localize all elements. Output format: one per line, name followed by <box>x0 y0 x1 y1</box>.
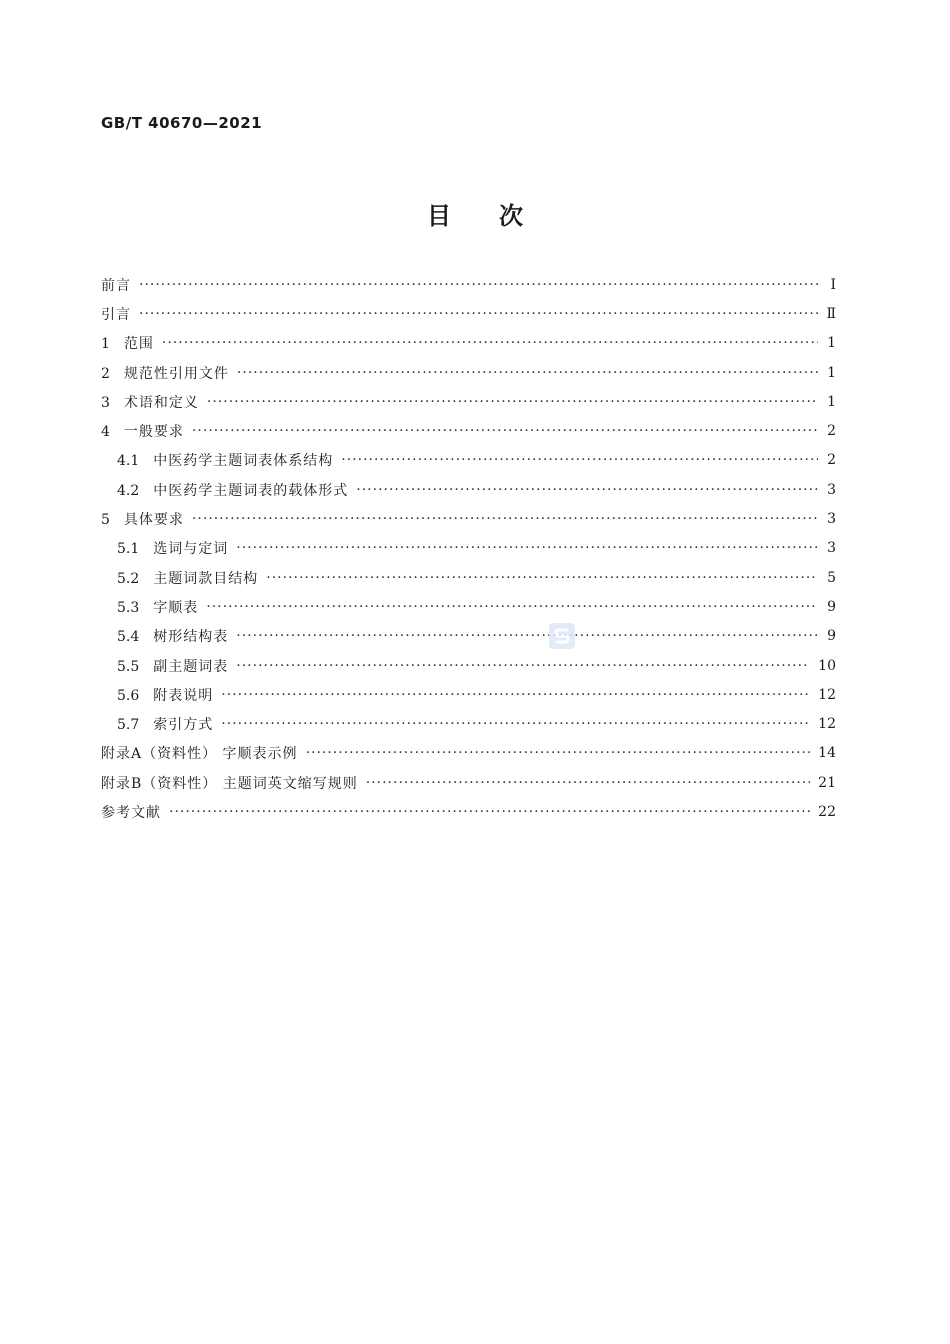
toc-leader-dots <box>236 658 810 674</box>
toc-entry-5-4[interactable] <box>101 622 836 651</box>
toc-entry-5[interactable] <box>101 504 836 533</box>
toc-leader-dots <box>306 745 811 761</box>
toc-entry-number: 5.1 <box>117 541 140 558</box>
toc-entry-title-wrap <box>117 685 221 705</box>
toc-entry-number: 5.3 <box>117 599 140 616</box>
toc-entry-title-wrap <box>101 421 192 441</box>
toc-entry-5-1[interactable] <box>101 534 836 563</box>
toc-entry-number: 5.2 <box>117 570 140 587</box>
toc-entry-title: 引言 <box>101 306 131 323</box>
toc-entry-title: 中医药学主题词表体系结构 <box>153 453 334 470</box>
toc-page-number: 21 <box>818 774 836 791</box>
toc-leader-dots <box>139 306 818 322</box>
toc-leader-dots <box>221 716 810 732</box>
toc-entry-title-wrap <box>117 714 221 734</box>
toc-page-number: Ⅱ <box>826 305 836 322</box>
toc-entry-number: 4.2 <box>117 482 140 499</box>
toc-entry-number: 5.5 <box>117 658 140 675</box>
toc-entry-title-wrap <box>117 450 341 470</box>
toc-entry-title: 选词与定词 <box>153 541 229 558</box>
toc-entry-3[interactable] <box>101 387 836 416</box>
toc-entry-title-wrap <box>117 568 266 588</box>
toc-entry-5-3[interactable] <box>101 592 836 621</box>
toc-leader-dots <box>236 540 818 556</box>
toc-entry-title-wrap <box>101 363 237 383</box>
toc-page-number: 10 <box>818 657 836 674</box>
toc-page-number: 9 <box>827 598 836 615</box>
toc-entry-4-1[interactable] <box>101 446 836 475</box>
toc-page-number: 3 <box>827 511 836 528</box>
toc-entry-annex-a[interactable] <box>101 739 836 768</box>
toc-entry-title-wrap <box>117 538 236 558</box>
toc-leader-dots <box>192 423 818 439</box>
toc-entry-annex-b[interactable] <box>101 768 836 797</box>
toc-leader-dots <box>236 628 818 644</box>
toc-page-number: 12 <box>818 686 836 703</box>
toc-entry-title: 索引方式 <box>153 717 214 734</box>
toc-entry-number: 4 <box>101 424 110 441</box>
toc-entry-foreword[interactable] <box>101 270 836 299</box>
toc-entry-4-2[interactable] <box>101 475 836 504</box>
toc-entry-number: 4.1 <box>117 453 140 470</box>
toc-entry-title: 字顺表 <box>153 599 199 616</box>
toc-page-number: 22 <box>818 803 836 820</box>
toc-page-number: 1 <box>827 335 836 352</box>
toc-entry-title: 主题词款目结构 <box>153 570 259 587</box>
toc-page-number: 1 <box>827 393 836 410</box>
toc-entry-title-wrap <box>101 509 192 529</box>
toc-entry-introduction[interactable] <box>101 299 836 328</box>
toc-entry-2[interactable] <box>101 358 836 387</box>
toc-leader-dots <box>192 511 818 527</box>
toc-leader-dots <box>237 365 818 381</box>
toc-entry-title: 副主题词表 <box>153 658 229 675</box>
toc-entry-title-wrap <box>117 656 236 676</box>
toc-leader-dots <box>341 452 818 468</box>
toc-leader-dots <box>207 394 818 410</box>
toc-entry-1[interactable] <box>101 329 836 358</box>
toc-title: 目次 <box>427 202 571 230</box>
toc-leader-dots <box>162 335 818 351</box>
toc-page-number: 2 <box>827 452 836 469</box>
toc-page-number: 12 <box>818 716 836 733</box>
toc-entry-title: 规范性引用文件 <box>123 365 229 382</box>
standard-code: GB/T 40670—2021 <box>101 114 263 132</box>
toc-leader-dots <box>206 599 818 615</box>
watermark-logo-icon <box>549 623 575 649</box>
toc-entry-title: 中医药学主题词表的载体形式 <box>153 482 349 499</box>
toc-entry-bibliography[interactable] <box>101 797 836 826</box>
toc-list <box>101 270 836 827</box>
toc-entry-4[interactable] <box>101 416 836 445</box>
toc-page-number: 5 <box>827 569 836 586</box>
toc-entry-5-2[interactable] <box>101 563 836 592</box>
toc-leader-dots <box>266 570 818 586</box>
toc-entry-5-6[interactable] <box>101 680 836 709</box>
toc-entry-number: 5 <box>101 512 110 529</box>
toc-entry-title: 前言 <box>101 277 131 294</box>
toc-page-number: 14 <box>818 745 836 762</box>
toc-page-number: 9 <box>827 628 836 645</box>
toc-entry-number: 1 <box>101 336 110 353</box>
toc-entry-title: 附录B（资料性） 主题词英文缩写规则 <box>101 775 358 792</box>
toc-page-number: 3 <box>827 481 836 498</box>
toc-entry-title-wrap <box>101 392 207 412</box>
toc-entry-title: 树形结构表 <box>153 629 229 646</box>
toc-entry-title: 附录A（资料性） 字顺表示例 <box>101 746 298 763</box>
toc-leader-dots <box>356 482 818 498</box>
toc-entry-title: 具体要求 <box>123 512 184 529</box>
toc-entry-title: 一般要求 <box>123 424 184 441</box>
toc-entry-title: 附表说明 <box>153 687 214 704</box>
toc-entry-5-5[interactable] <box>101 651 836 680</box>
toc-entry-title: 参考文献 <box>101 804 161 821</box>
toc-page-number: Ⅰ <box>830 276 836 293</box>
toc-entry-title-wrap <box>117 626 236 646</box>
toc-page-number: 3 <box>827 540 836 557</box>
toc-page-number: 2 <box>827 423 836 440</box>
toc-entry-title-wrap <box>117 597 206 617</box>
toc-entry-number: 2 <box>101 365 110 382</box>
toc-entry-title: 术语和定义 <box>123 394 199 411</box>
toc-entry-number: 3 <box>101 394 110 411</box>
toc-leader-dots <box>139 277 818 293</box>
toc-page-number: 1 <box>827 364 836 381</box>
toc-entry-5-7[interactable] <box>101 709 836 738</box>
toc-entry-title: 范围 <box>123 336 154 353</box>
toc-leader-dots <box>169 804 810 820</box>
toc-entry-number: 5.6 <box>117 687 140 704</box>
toc-leader-dots <box>221 687 810 703</box>
toc-entry-number: 5.4 <box>117 629 140 646</box>
toc-entry-title-wrap <box>117 480 356 500</box>
toc-entry-number: 5.7 <box>117 717 140 734</box>
toc-entry-title-wrap <box>101 333 162 353</box>
toc-leader-dots <box>366 775 810 791</box>
